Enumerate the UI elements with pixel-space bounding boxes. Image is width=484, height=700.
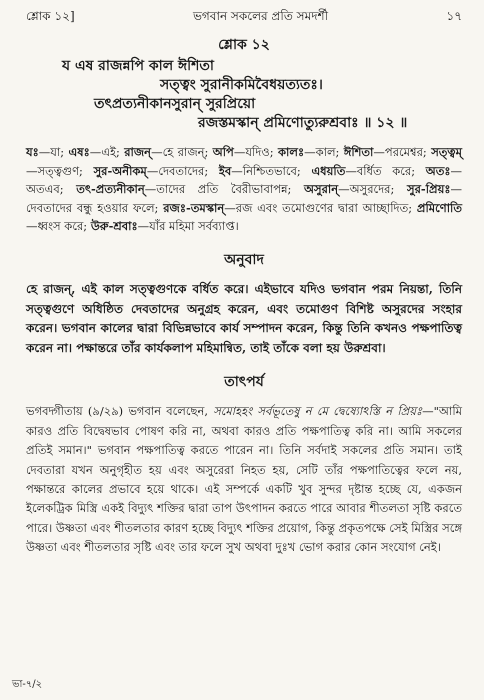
synonym-entry: [124, 145, 213, 159]
synonym-meaning: —হে রাজন্;: [151, 145, 213, 159]
printer-signature: ভা-৭/২: [12, 679, 43, 690]
synonym-meaning: —কাল;: [304, 145, 344, 159]
synonym-term: কালঃ: [278, 145, 305, 159]
header-verse-label: শ্লোক ১২]: [26, 9, 75, 23]
verse-line: য এষ রাজন্নপি কাল ঈশিতা: [62, 58, 214, 74]
verse-line: সত্ত্বং সুরানীকমিবৈধয়ত্যতঃ।: [160, 77, 323, 93]
header-chapter-title: ভগবান সকলের প্রতি সমদর্শী: [192, 9, 329, 23]
synonym-entry: [91, 219, 239, 233]
synonym-term: সুর-প্রিয়ঃ: [407, 182, 451, 197]
synonym-meaning: —যদিও;: [233, 145, 278, 159]
synonym-meaning: —অসুরদের;: [338, 182, 407, 197]
purport-sanskrit-quote: সমোহহং সর্বভূতেষু ন মে দ্বেষ্যোঽস্তি ন প্রিয়ঃ: [213, 404, 423, 419]
synonym-term: রজঃ-তমস্কান্: [163, 200, 225, 215]
translation-heading: অনুবাদ: [224, 251, 264, 268]
purport-text: [26, 402, 462, 557]
translation-text: হে রাজন্, এই কাল সত্ত্বগুণকে বর্ধিত করে। এইভাবে যদিও ভগবান পরম নিয়ন্তা, তিনি সত্ত্বগুণে অধিষ্ঠিত দেবতাদের অনুগ্রহ করেন, এবং তমোগুণ বিশিষ্ট অসুরদের সংহার করেন। ভগবান কালের দ্বারা বিভিন্নভাবে কার্য সম্পাদন করেন, কিন্তু তিনি কখনও পক্ষপাতিত্ব করেন না। পক্ষান্তরে তাঁর কার্যকলাপ মহিমান্বিত, তাই তাঁকে বলা হয় উরুশ্রবা।: [26, 281, 462, 355]
synonym-meaning: —দেবতাদের;: [146, 163, 219, 178]
synonym-meaning: —তাদের প্রতি বৈরীভাবাপন্ন;: [144, 182, 305, 197]
synonym-entry: [163, 201, 417, 215]
synonym-term: এষঃ: [68, 145, 90, 159]
synonym-meaning: —যাঁর মহিমা সর্বব্যাপ্ত।: [137, 219, 239, 234]
synonym-term: রাজন্: [124, 145, 152, 159]
synonym-meaning: —অতএব;: [26, 163, 462, 197]
synonym-entry: [94, 164, 219, 178]
synonym-term: তৎ-প্রত্যনীকান্: [76, 182, 145, 197]
synonym-meaning: —এই;: [89, 145, 125, 159]
synonym-meaning: —সত্ত্বগুণ;: [26, 163, 94, 178]
page-number: ১৭: [446, 9, 462, 23]
synonym-entry: [69, 145, 125, 159]
synonym-term: যঃ: [26, 145, 39, 159]
synonym-meaning: —যা;: [38, 145, 69, 159]
purport-body: —"আমি কারও প্রতি বিদ্বেষভাব পোষণ করি না, অথবা কারও প্রতি পক্ষপাতিত্ব করি না। আমি সকলের প্রতিই সমান।" ভগবান পক্ষপাতিত্ব করতে পারেন না। তিনি সর্বদাই সকলের প্রতি সমান। তাই দেবতারা যখন অনুগৃহীত হয় এবং অসুরেরা নিহত হয়, সেটি তাঁর পক্ষপাতিত্বের ফলে নয়, পক্ষান্তরে কালের প্রভাবে হয়ে থাকে। এই সম্পর্কে একটি খুব সুন্দর দৃষ্টান্ত হচ্ছে যে, একজন ইলেকট্রিক মিস্ত্রি একই বিদ্যুৎ শক্তির দ্বারা তাপ উৎপাদন করতে পারে আবার শীতলতা সৃষ্টি করতে পারে। উষ্ণতা এবং শীতলতার কারণ হচ্ছে বিদ্যুৎ শক্তির প্রয়োগ, কিন্তু প্রকৃতপক্ষে সেই মিস্ত্রির সঙ্গে উষ্ণতা এবং শীতলতার সৃষ্টি এবং তার ফলে সুখ অথবা দুঃখ ভোগ করার কোন সংযোগ নেই।: [26, 404, 462, 555]
synonym-entry: [213, 145, 278, 159]
synonym-term: সত্ত্বম্: [431, 145, 462, 159]
purport-reference: ভগবদ্গীতায় (৯/২৯) ভগবান বলেছেন,: [26, 404, 214, 419]
synonym-meaning: —রজ এবং তমোগুণের দ্বারা আচ্ছাদিত;: [224, 200, 417, 215]
verse-line: রজস্তমস্কান্ প্রমিণোত্যুরুশ্রবাঃ ॥ ১২ ॥: [198, 115, 408, 131]
synonym-meaning: —বর্ধিত করে;: [345, 163, 426, 178]
synonym-term: অসুরান্: [304, 182, 339, 197]
synonym-term: সুর-অনীকম্: [93, 163, 147, 178]
synonym-term: প্রমিণোতি: [416, 200, 462, 215]
verse-line: তৎপ্রত্যনীকানসুরান্ সুরপ্রিয়ো: [94, 96, 256, 112]
synonym-entry: [344, 145, 431, 159]
synonym-term: ইব: [218, 163, 232, 178]
running-header: [26, 8, 462, 30]
sanskrit-verse: [26, 36, 462, 133]
synonym-entry: [219, 164, 312, 178]
synonym-term: এধয়তি: [311, 163, 346, 178]
synonym-meaning: —দেবতাদের বন্ধু হওয়ার ফলে;: [26, 182, 462, 215]
synonym-entry: [76, 182, 304, 196]
verse-title: শ্লোক ১২: [218, 37, 270, 53]
word-for-word-synonyms: [26, 143, 462, 236]
synonym-entry: [26, 145, 69, 159]
synonym-meaning: —নিশ্চিতভাবে;: [231, 163, 312, 178]
synonym-term: অপি: [212, 145, 234, 159]
purport-heading: তাৎপর্য: [224, 374, 264, 391]
synonym-entry: [311, 164, 425, 178]
synonym-meaning: —পরমেশ্বর;: [373, 145, 432, 159]
synonym-term: ঈশিতা: [343, 145, 374, 159]
synonym-term: অতঃ: [425, 163, 451, 178]
synonym-meaning: —ধ্বংস করে;: [26, 219, 91, 234]
synonym-entry: [278, 145, 344, 159]
synonym-term: উরু-শ্রবাঃ: [90, 219, 138, 234]
synonym-entry: [304, 182, 407, 196]
